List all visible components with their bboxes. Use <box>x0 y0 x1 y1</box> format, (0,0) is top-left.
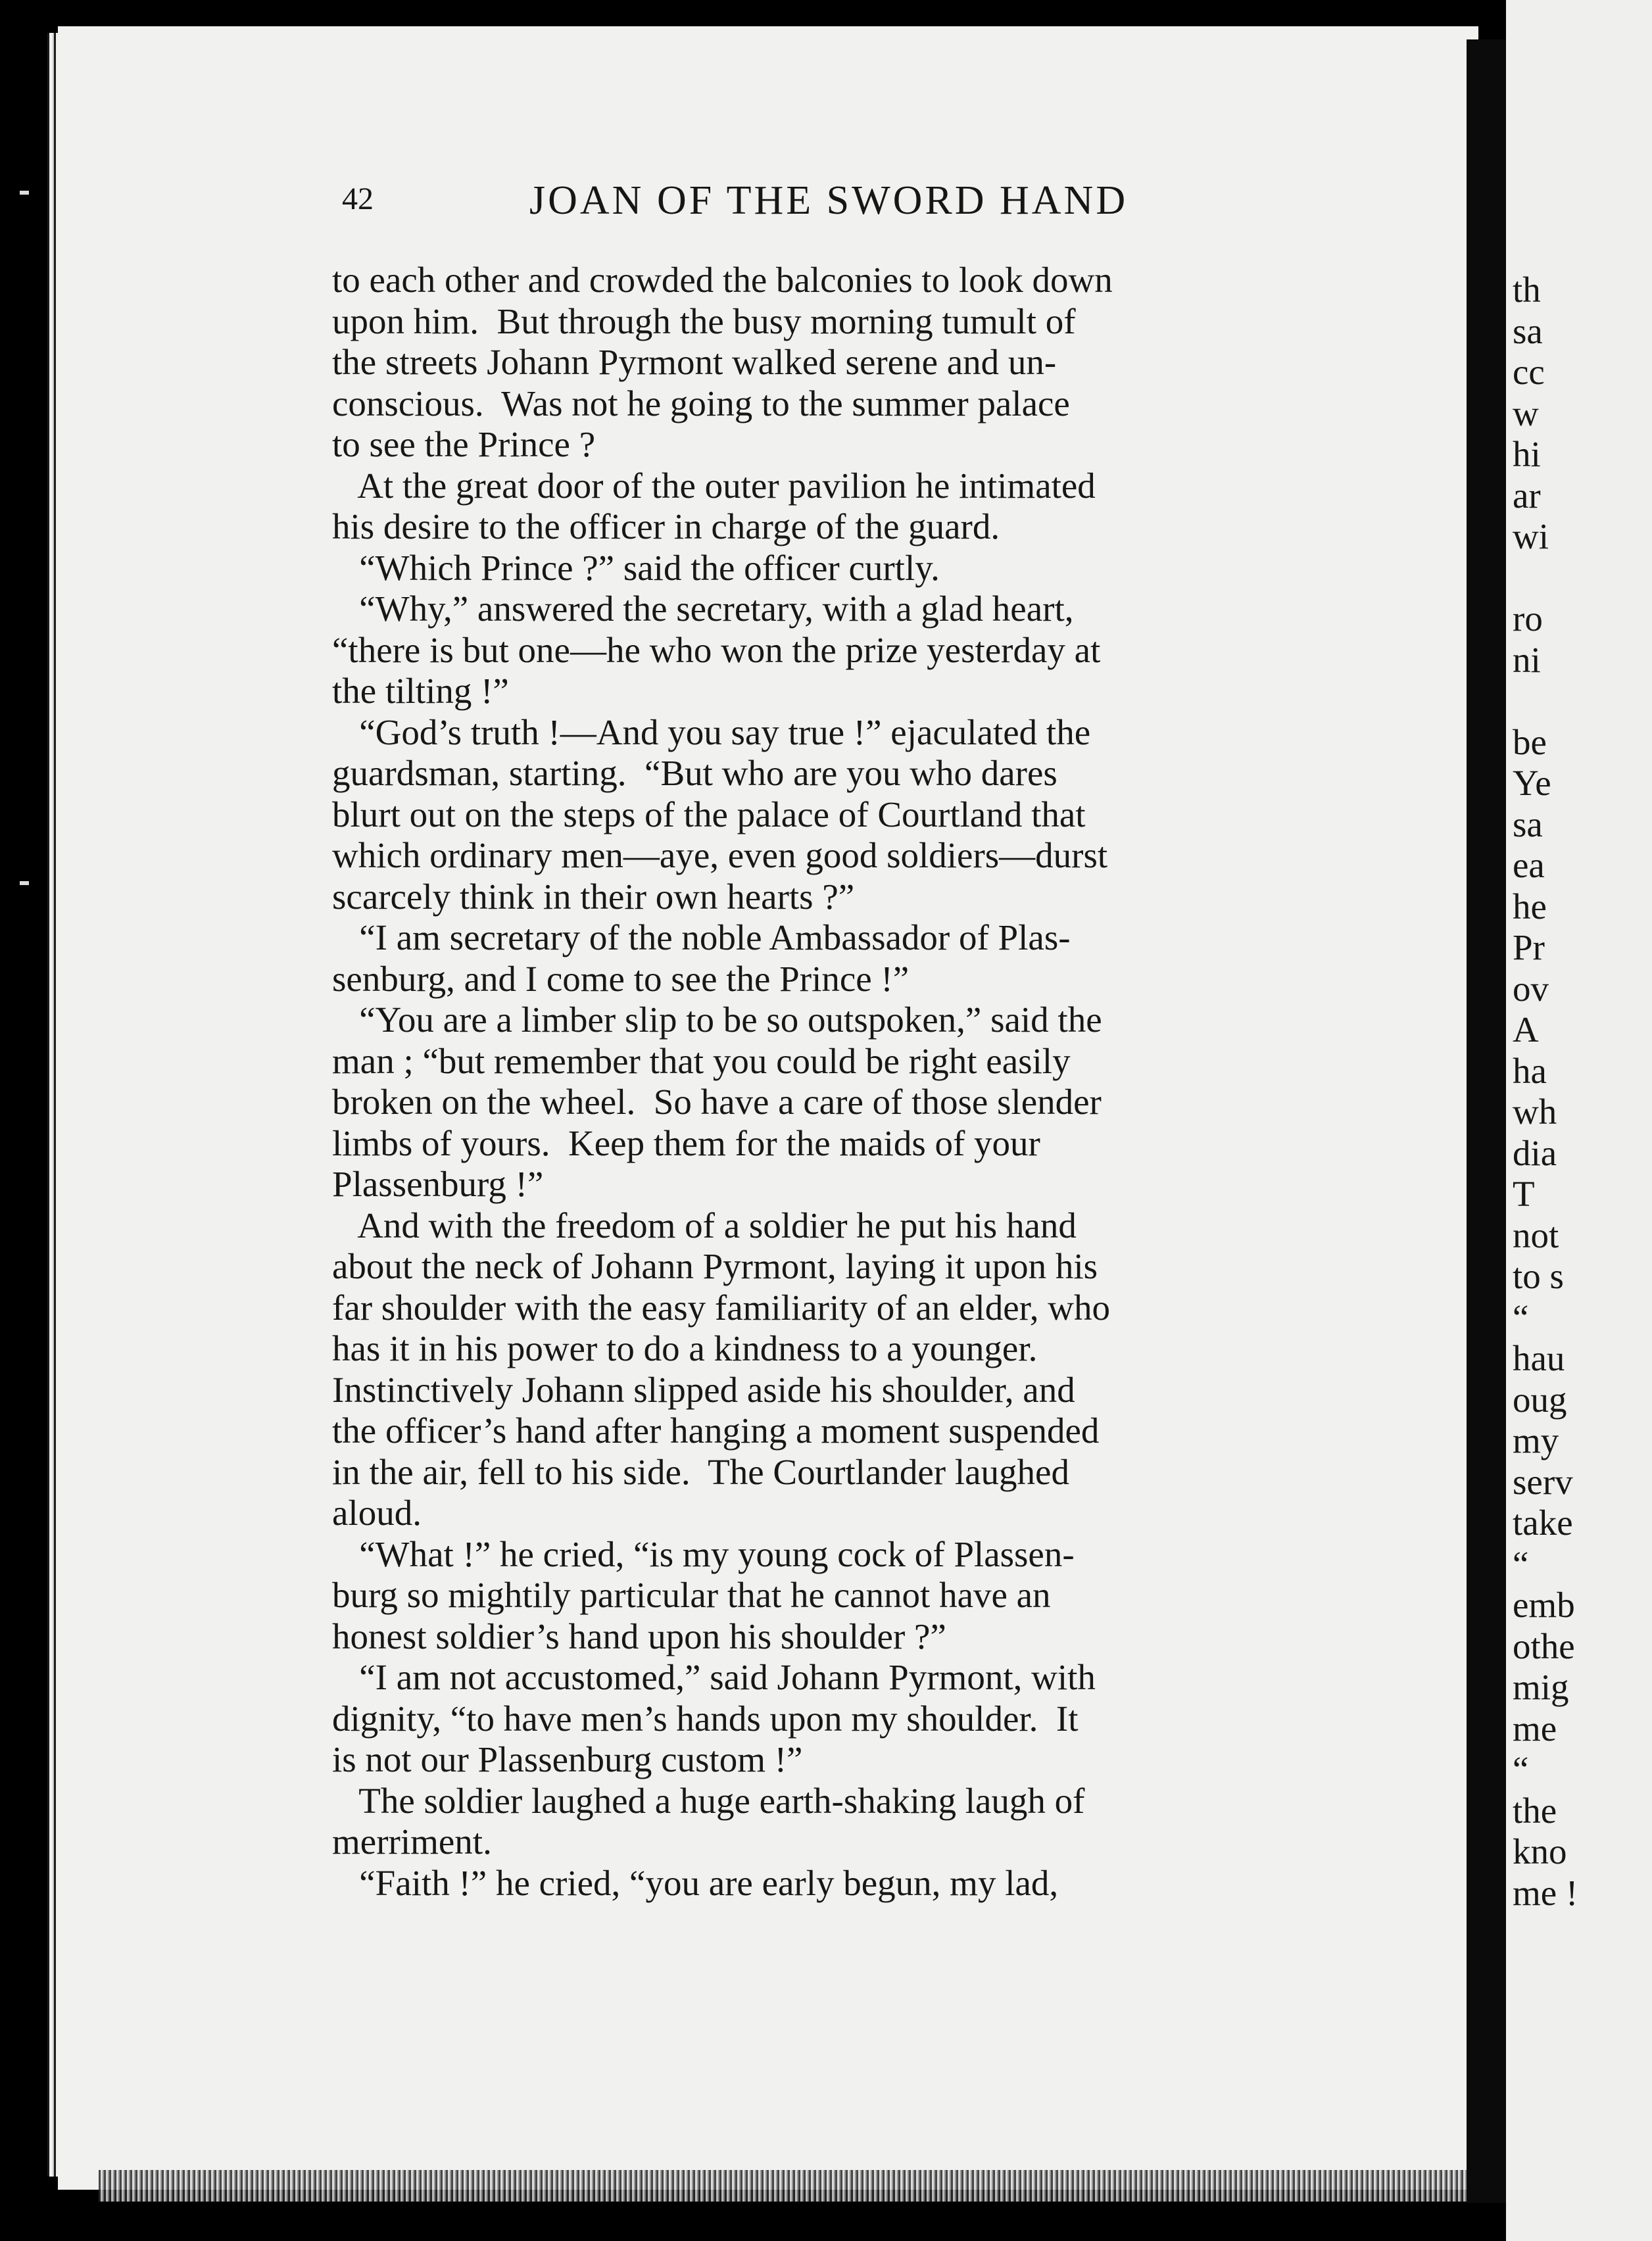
text-line: upon him. But through the busy morning tumult of <box>332 301 1076 341</box>
right-page-line-fragment: mig <box>1513 1667 1569 1707</box>
text-line: limbs of yours. Keep them for the maids of your <box>332 1122 1040 1163</box>
text-line: The soldier laughed a huge earth-shaking laugh of <box>332 1780 1085 1821</box>
text-line: which ordinary men—aye, even good soldiers—durst <box>332 835 1108 875</box>
text-line: And with the freedom of a soldier he put his hand <box>332 1205 1077 1245</box>
right-page-line-fragment: wi <box>1513 516 1549 556</box>
text-line: “Why,” answered the secretary, with a glad heart, <box>332 589 1074 629</box>
right-page-line-fragment: ro <box>1513 598 1543 639</box>
right-page-line-fragment: emb <box>1513 1585 1575 1625</box>
right-page-line-fragment: “ <box>1513 1543 1529 1584</box>
text-line: aloud. <box>332 1493 422 1533</box>
right-page-line-fragment: me ! <box>1513 1872 1578 1913</box>
text-line: in the air, fell to his side. The Courtlander laughed <box>332 1451 1069 1492</box>
right-page-line-fragment: Pr <box>1513 927 1545 967</box>
text-line: Instinctively Johann slipped aside his shoulder, and <box>332 1369 1075 1410</box>
right-page-line-fragment: oug <box>1513 1379 1567 1420</box>
right-page-line-fragment: w <box>1513 393 1539 433</box>
right-page-text <box>1513 270 1652 1914</box>
text-line: conscious. Was not he going to the summer palace <box>332 383 1070 423</box>
text-line: is not our Plassenburg custom !” <box>332 1739 803 1779</box>
right-page-line-fragment: ea <box>1513 845 1545 885</box>
text-line: merriment. <box>332 1821 492 1862</box>
right-page-line-fragment: “ <box>1513 1297 1529 1337</box>
text-line: “there is but one—he who won the prize yesterday at <box>332 629 1101 670</box>
right-page-line-fragment: sa <box>1513 310 1543 351</box>
book-gutter <box>1467 39 1506 2203</box>
running-title: JOAN OF THE SWORD HAND <box>529 178 1129 223</box>
margin-mark <box>20 881 29 885</box>
text-line: scarcely think in their own hearts ?” <box>332 876 855 917</box>
text-line: his desire to the officer in charge of the guard. <box>332 506 1000 546</box>
text-line: the tilting !” <box>332 671 509 711</box>
right-page-line-fragment <box>1513 681 1652 722</box>
right-page-line-fragment: wh <box>1513 1092 1557 1132</box>
text-line: “God’s truth !—And you say true !” ejaculated the <box>332 711 1091 752</box>
right-page-line-fragment: take <box>1513 1503 1573 1543</box>
margin-mark <box>20 191 29 195</box>
right-page-line-fragment: ha <box>1513 1050 1547 1091</box>
text-line: to see the Prince ? <box>332 424 596 464</box>
text-line: dignity, “to have men’s hands upon my shoulder. It <box>332 1698 1079 1739</box>
text-line: At the great door of the outer pavilion he intimated <box>332 465 1096 506</box>
right-page-line-fragment: serv <box>1513 1461 1573 1502</box>
text-line: “What !” he cried, “is my young cock of Plassen- <box>332 1533 1075 1574</box>
text-line: burg so mightily particular that he cannot have an <box>332 1575 1051 1615</box>
text-line: has it in his power to do a kindness to a younger. <box>332 1328 1038 1368</box>
right-page-line-fragment: he <box>1513 886 1547 927</box>
text-line: “You are a limber slip to be so outspoken,” said the <box>332 1000 1102 1040</box>
text-line: the officer’s hand after hanging a moment suspended <box>332 1410 1100 1451</box>
text-line: “I am secretary of the noble Ambassador of Plas- <box>332 917 1071 957</box>
text-line: far shoulder with the easy familiarity of an elder, who <box>332 1287 1110 1328</box>
right-page-line-fragment: othe <box>1513 1626 1575 1666</box>
text-line: “I am not accustomed,” said Johann Pyrmont, with <box>332 1657 1096 1697</box>
right-page-line-fragment: T <box>1513 1174 1535 1214</box>
body-text <box>332 260 1351 1904</box>
right-page-line-fragment: dia <box>1513 1132 1557 1173</box>
right-page-line-fragment: cc <box>1513 352 1545 392</box>
right-page-line-fragment: to s <box>1513 1256 1564 1296</box>
text-line: to each other and crowded the balconies to look down <box>332 260 1113 300</box>
text-line: man ; “but remember that you could be right easily <box>332 1040 1071 1081</box>
right-page-line-fragment: kno <box>1513 1831 1567 1871</box>
text-line: the streets Johann Pyrmont walked serene and un- <box>332 342 1057 382</box>
text-line: “Which Prince ?” said the officer curtly. <box>332 547 940 588</box>
right-page-line-fragment: hi <box>1513 434 1541 474</box>
right-page-line-fragment: sa <box>1513 804 1543 844</box>
text-line: broken on the wheel. So have a care of those slender <box>332 1082 1102 1122</box>
right-page-line-fragment: A <box>1513 1009 1539 1049</box>
text-line: guardsman, starting. “But who are you who dares <box>332 753 1057 793</box>
text-line: about the neck of Johann Pyrmont, laying it upon his <box>332 1246 1098 1286</box>
right-page-line-fragment: me <box>1513 1708 1557 1748</box>
right-page-line-fragment: ov <box>1513 968 1549 1009</box>
right-page-line-fragment: ni <box>1513 639 1541 680</box>
text-line: Plassenburg !” <box>332 1164 544 1204</box>
page-bottom-edge <box>99 2170 1473 2202</box>
text-line: honest soldier’s hand upon his shoulder ?” <box>332 1616 946 1656</box>
right-page-line-fragment: my <box>1513 1420 1559 1460</box>
right-page-line-fragment <box>1513 558 1652 599</box>
right-page-line-fragment: Ye <box>1513 763 1551 803</box>
text-line: senburg, and I come to see the Prince !” <box>332 958 910 999</box>
right-page-line-fragment: not <box>1513 1215 1559 1255</box>
right-page-line-fragment: the <box>1513 1790 1557 1831</box>
right-page-line-fragment: “ <box>1513 1749 1529 1789</box>
right-page-line-fragment: be <box>1513 721 1547 762</box>
right-page-line-fragment: th <box>1513 270 1541 310</box>
right-page-line-fragment: hau <box>1513 1338 1565 1378</box>
text-line: “Faith !” he cried, “you are early begun, my lad, <box>332 1862 1059 1903</box>
text-line: blurt out on the steps of the palace of Courtland that <box>332 794 1086 834</box>
right-page-line-fragment: ar <box>1513 475 1541 516</box>
page-number: 42 <box>342 181 374 216</box>
